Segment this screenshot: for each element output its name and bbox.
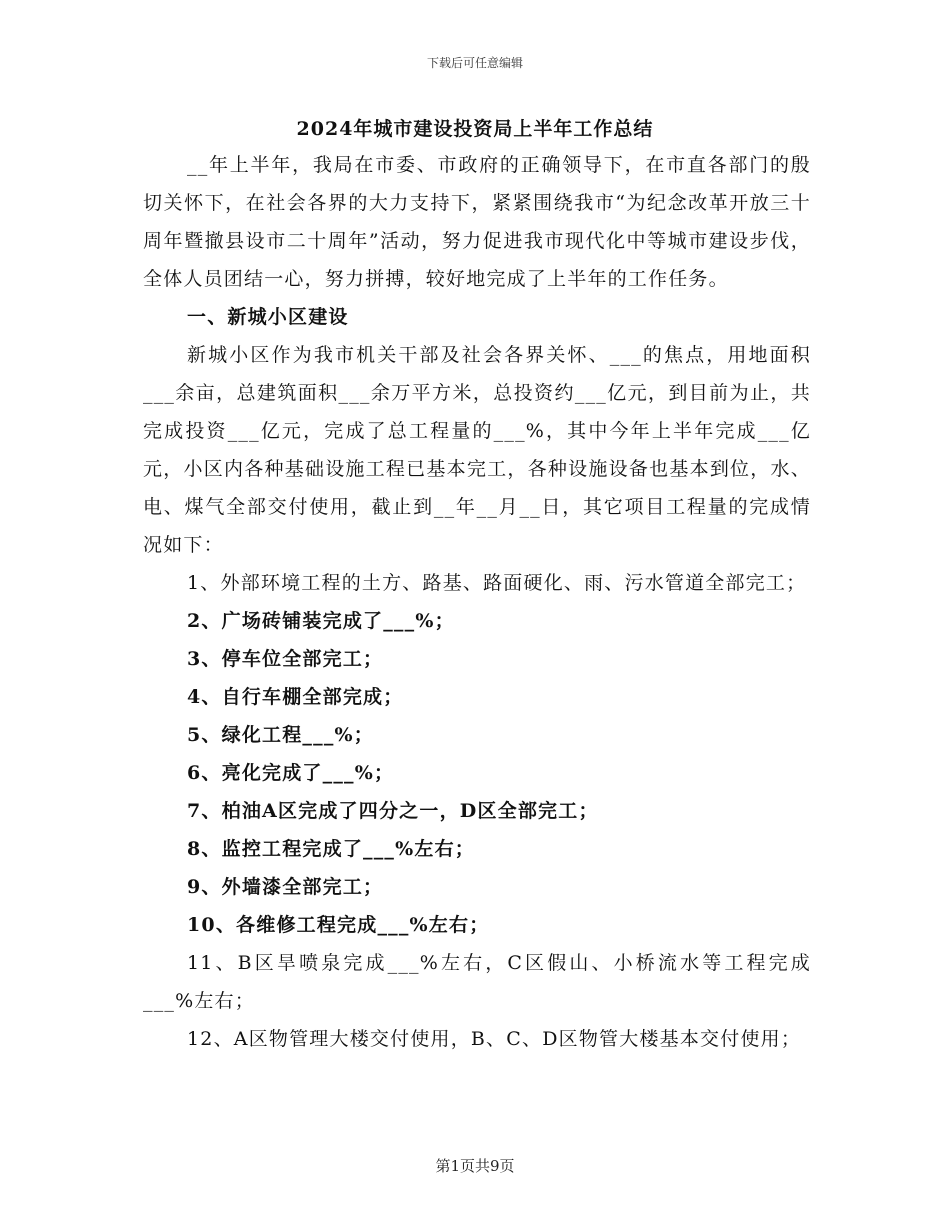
- document-title: 2024年城市建设投资局上半年工作总结: [296, 118, 654, 140]
- paragraph-intro: __年上半年，我局在市委、市政府的正确领导下，在市直各部门的殷切关怀下，在社会各界的大力支持下，紧紧围绕我市“为纪念改革开放三十周年暨撤县设市二十周年”活动，努力促进我市现代化中等城市建设步伐，全体人员团结一心，努力拼搏，较好地完成了上半年的工作任务。: [143, 154, 811, 290]
- list-item: 12、A区物管理大楼交付使用，B、C、D区物管大楼基本交付使用；: [187, 1028, 802, 1050]
- list-item: 11、B区旱喷泉完成___%左右，C区假山、小桥流水等工程完成___%左右；: [143, 952, 811, 1012]
- section-heading: 一、新城小区建设: [187, 306, 349, 328]
- list-item: 10、各维修工程完成___%左右；: [187, 914, 490, 936]
- header-note: 下载后可任意编辑: [426, 56, 523, 70]
- document-body: [143, 146, 811, 1058]
- list-item: 3、停车位全部完工；: [187, 648, 384, 670]
- list-item: 2、广场砖铺装完成了___%；: [187, 610, 455, 632]
- list-item: 4、自行车棚全部完成；: [187, 686, 404, 708]
- list-item: 7、柏油A区完成了四分之一，D区全部完工；: [187, 800, 599, 822]
- list-item: 9、外墙漆全部完工；: [187, 876, 384, 898]
- list-item: 5、绿化工程___%；: [187, 724, 374, 746]
- paragraph-section-intro: 新城小区作为我市机关干部及社会各界关怀、___的焦点，用地面积___余亩，总建筑面积___余万平方米，总投资约___亿元，到目前为止，共完成投资___亿元，完成了总工程量的___%，其中今年上半年完成___亿元，小区内各种基础设施工程已基本完工，各种设施设备也基本到位，水、电、煤气全部交付使用，截止到__年__月__日，其它项目工程量的完成情况如下：: [143, 344, 811, 556]
- list-item: 1、外部环境工程的土方、路基、路面硬化、雨、污水管道全部完工；: [187, 572, 807, 594]
- page-footer: 第1页共9页: [435, 1157, 515, 1175]
- list-item: 8、监控工程完成了___%左右；: [187, 838, 475, 860]
- list-item: 6、亮化完成了___%；: [187, 762, 395, 784]
